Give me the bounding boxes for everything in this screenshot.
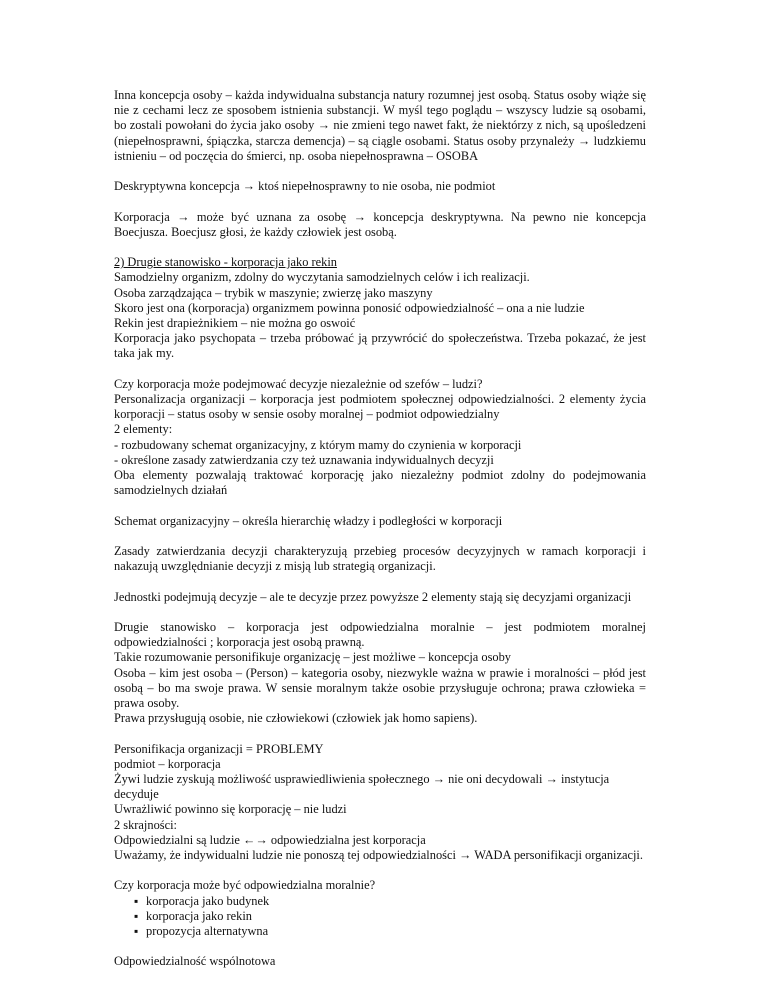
paragraph-decision-independence <box>114 377 646 499</box>
section-heading: 2) Drugie stanowisko - korporacja jako rekin <box>114 255 337 270</box>
paragraph-moral-responsibility <box>114 620 646 726</box>
list-item: ▪ propozycja alternatywna <box>134 924 646 939</box>
question-line: Czy korporacja może podejmować decyzje niezależnie od szefów – ludzi? <box>114 376 483 391</box>
section-line: Korporacja jako psychopata – trzeba próbować ją przywrócić do społeczeństwa. Trzeba pokazać, że jest taka jak my. <box>114 331 646 361</box>
personification-line: podmiot – korporacja <box>114 756 221 771</box>
paragraph-descriptive-concept: Deskryptywna koncepcja → ktoś niepełnosprawny to nie osoba, nie podmiot <box>114 179 496 194</box>
moral-line: Drugie stanowisko – korporacja jest odpowiedzialna moralnie – jest podmiotem moralnej odpowiedzialności ; korporacja jest osobą prawną. <box>114 619 646 650</box>
elements-conclusion: Oba elementy pozwalają traktować korporację jako niezależny podmiot zdolny do podejmowania samodzielnych działań <box>114 468 646 498</box>
section-line: Rekin jest drapieżnikiem – nie można go oswoić <box>114 316 356 330</box>
moral-line: Takie rozumowanie personifikuje organizację – jest możliwe – koncepcja osoby <box>114 650 511 665</box>
paragraph-moral-question <box>114 878 646 939</box>
bullet-list <box>114 894 646 940</box>
paragraph-individual-decisions: Jednostki podejmują decyzje – ale te decyzje przez powyższe 2 elementy stają się decyzjami organizacji <box>114 589 632 604</box>
personification-line: Odpowiedzialni są ludzie ←→ odpowiedzialna jest korporacja <box>114 832 426 847</box>
paragraph-person-concept: Inna koncepcja osoby – każda indywidualna substancja natury rozumnej jest osobą. Status osoby wiąże się nie z cechami lecz ze sposobem istnienia substancji. W myśl tego poglądu – wszyscy ludzie są osobami, bo zostali powołani do życia jako osoby → nie zmieni tego nawet fakt, że niektórzy z nich, są upośledzeni (niepełnosprawni, śpiączka, starcza demencja) – są ciągle osobami. Status osoby przynależy → ludzkiemu istnieniu – od poczęcia do śmierci, np. osoba niepełnosprawna – OSOBA <box>114 88 646 163</box>
section-line: Osoba zarządzająca – trybik w maszynie; zwierzę jako maszyny <box>114 285 433 300</box>
personification-line: Żywi ludzie zyskują możliwość usprawiedliwienia społecznego → nie oni decydowali → instytucja decyduje <box>114 772 610 802</box>
moral-line: Prawa przysługują osobie, nie człowiekowi (człowiek jak homo sapiens). <box>114 711 478 726</box>
paragraph-personification-problems <box>114 742 646 864</box>
section-line: Samodzielny organizm, zdolny do wyczytania samodzielnych celów i ich realizacji. <box>114 270 530 285</box>
list-item: ▪ korporacja jako rekin <box>134 909 646 924</box>
personification-line: Uważamy, że indywidualni ludzie nie ponoszą tej odpowiedzialności → WADA personifikacji organizacji. <box>114 848 643 863</box>
paragraph-corporation-person: Korporacja → może być uznana za osobę → koncepcja deskryptywna. Na pewno nie koncepcja Boecjusza. Boecjusz głosi, że każdy człowiek jest osobą. <box>114 209 646 239</box>
paragraph-org-schema: Schemat organizacyjny – określa hierarchię władzy i podległości w korporacji <box>114 513 503 528</box>
moral-line: Osoba – kim jest osoba – (Person) – kategoria osoby, niezwykle ważna w prawie i moralności – płód jest osobą – bo ma swoje prawa. W sensie moralnym także osobie przysługuje ochrona; prawa człowieka = prawa osoby. <box>114 665 646 710</box>
moral-question: Czy korporacja może być odpowiedzialna moralnie? <box>114 878 376 893</box>
element-line: - rozbudowany schemat organizacyjny, z którym mamy do czynienia w korporacji <box>114 437 522 452</box>
element-line: - określone zasady zatwierdzania czy też uznawania indywidualnych decyzji <box>114 452 494 467</box>
personification-line: Uwrażliwić powinno się korporację – nie ludzi <box>114 802 347 817</box>
section-second-position-shark <box>114 255 646 361</box>
paragraph-community-responsibility: Odpowiedzialność wspólnotowa <box>114 954 276 969</box>
section-line: Skoro jest ona (korporacja) organizmem powinna ponosić odpowiedzialność – ona a nie ludzie <box>114 300 585 315</box>
personalization-text: Personalizacja organizacji – korporacja jest podmiotem społecznej odpowiedzialności. 2 elementy życia korporacji – status osoby w sensie osoby moralnej – podmiot odpowiedzialny <box>114 392 646 422</box>
elements-label: 2 elementy: <box>114 422 173 437</box>
personification-line: Personifikacja organizacji = PROBLEMY <box>114 741 324 756</box>
personification-line: 2 skrajności: <box>114 817 177 832</box>
paragraph-approval-rules: Zasady zatwierdzania decyzji charakteryzują przebieg procesów decyzyjnych w ramach korporacji i nakazują uwzględnianie decyzji z misją lub strategią organizacji. <box>114 544 646 574</box>
list-item: ▪ korporacja jako budynek <box>134 894 646 909</box>
document-page <box>114 88 646 985</box>
